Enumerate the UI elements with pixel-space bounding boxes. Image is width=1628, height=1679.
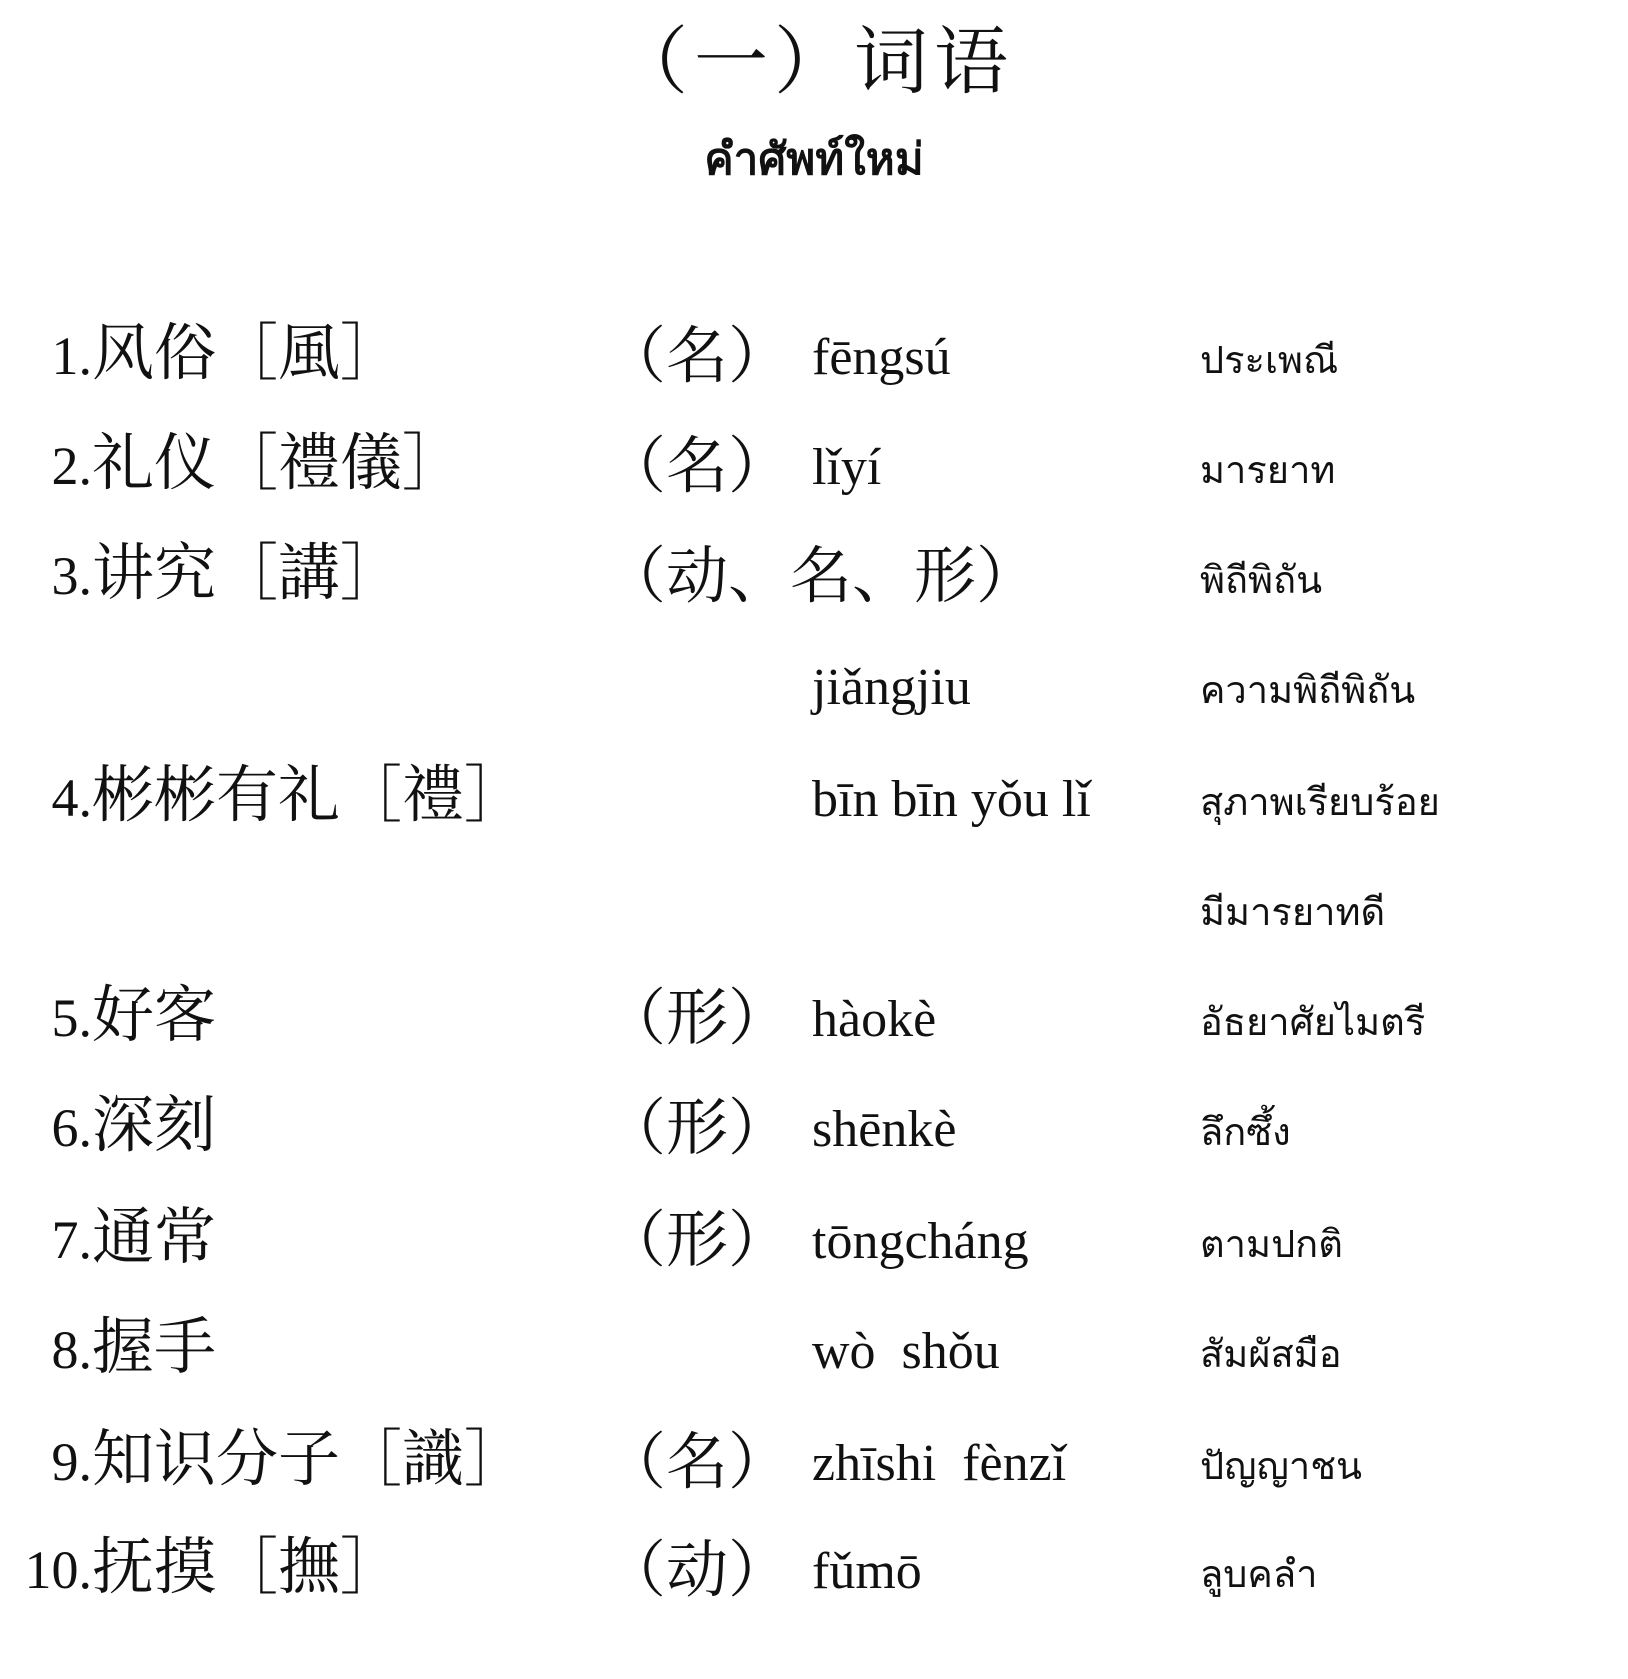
vocab-pinyin: tōngcháng (812, 1213, 1029, 1270)
vocab-row-2 (0, 410, 1628, 522)
vocab-row-9 (0, 1406, 1628, 1518)
vocab-thai-meaning: มีมารยาทดี (1200, 890, 1386, 934)
vocab-number: 8. (51, 1320, 92, 1380)
vocab-part-of-speech: （动） (604, 1533, 791, 1606)
vocab-row-7 (0, 1184, 1628, 1296)
vocab-pinyin: fǔmō (812, 1543, 922, 1600)
vocab-number: 6. (51, 1098, 92, 1158)
vocab-row-1 (0, 300, 1628, 412)
vocab-row-4-continued (0, 852, 1628, 964)
vocab-pinyin: shēnkè (812, 1101, 957, 1158)
vocab-pinyin: zhīshi fènzǐ (812, 1435, 1067, 1492)
vocab-part-of-speech: （名） (604, 1425, 791, 1498)
vocab-row-10 (0, 1514, 1628, 1626)
vocab-number: 9. (51, 1432, 92, 1492)
vocab-word (10, 425, 605, 504)
vocab-number: 7. (51, 1210, 92, 1270)
vocab-hanzi: 深刻 (92, 1088, 217, 1161)
vocab-number: 5. (51, 988, 92, 1048)
vocab-hanzi: 彬彬有礼［禮］ (92, 758, 527, 831)
vocab-hanzi: 抚摸［撫］ (92, 1530, 403, 1603)
vocab-thai-meaning: พิถีพิถัน (1200, 558, 1323, 602)
vocab-row-3 (0, 520, 1628, 632)
vocab-thai-meaning: ตามปกติ (1200, 1222, 1343, 1266)
vocab-word (10, 535, 605, 614)
vocab-hanzi: 讲究［講］ (92, 536, 403, 609)
vocab-pinyin: fēngsú (812, 329, 951, 386)
vocab-hanzi: 知识分子［識］ (92, 1422, 527, 1495)
vocab-word (10, 977, 605, 1056)
vocab-part-of-speech: （形） (604, 1203, 791, 1276)
vocab-pinyin: wò shǒu (812, 1323, 1000, 1380)
vocab-part-of-speech: （形） (604, 1091, 791, 1164)
vocab-row-8 (0, 1294, 1628, 1406)
vocab-thai-meaning: สัมผัสมือ (1200, 1332, 1342, 1376)
vocab-part-of-speech: （动、名、形） (604, 539, 1039, 612)
vocab-thai-meaning: มารยาท (1200, 448, 1336, 492)
vocab-part-of-speech: （名） (604, 429, 791, 502)
vocab-word (10, 1421, 605, 1500)
vocab-thai-meaning: ประเพณี (1200, 338, 1339, 382)
vocab-row-3-continued (0, 630, 1628, 742)
vocab-hanzi: 礼仪［禮儀］ (92, 426, 465, 499)
vocab-thai-meaning: ลึกซึ้ง (1200, 1110, 1291, 1154)
vocab-thai-meaning: สุภาพเรียบร้อย (1200, 780, 1440, 824)
vocab-word (10, 1309, 605, 1388)
vocab-hanzi: 好客 (92, 978, 217, 1051)
vocab-pinyin: jiǎngjiu (812, 659, 971, 716)
vocab-pinyin: lǐyí (812, 439, 882, 496)
vocab-number: 3. (51, 546, 92, 606)
vocab-row-6 (0, 1072, 1628, 1184)
vocab-row-5 (0, 962, 1628, 1074)
vocab-thai-meaning: อัธยาศัยไมตรี (1200, 1000, 1426, 1044)
vocab-number: 4. (51, 768, 92, 828)
vocab-word (10, 315, 605, 394)
vocab-word (10, 1529, 605, 1608)
vocab-number: 2. (51, 436, 92, 496)
vocab-part-of-speech: （形） (604, 981, 791, 1054)
vocab-thai-meaning: ปัญญาชน (1200, 1444, 1362, 1488)
vocab-pinyin: bīn bīn yǒu lǐ (812, 771, 1091, 828)
vocab-word (10, 1087, 605, 1166)
vocab-word (10, 1199, 605, 1278)
vocab-hanzi: 风俗［風］ (92, 316, 403, 389)
page-subtitle: คำศัพท์ใหม่ (704, 134, 924, 185)
vocab-number: 1. (51, 326, 92, 386)
vocab-word (10, 757, 605, 836)
vocab-part-of-speech: （名） (604, 319, 791, 392)
page-title: （一）词语 (614, 19, 1014, 105)
vocab-hanzi: 通常 (92, 1200, 217, 1273)
vocab-number: 10. (24, 1540, 92, 1600)
vocab-thai-meaning: ความพิถีพิถัน (1200, 668, 1416, 712)
vocab-thai-meaning: ลูบคลำ (1200, 1552, 1318, 1596)
vocab-hanzi: 握手 (92, 1310, 217, 1383)
vocab-row-4 (0, 742, 1628, 854)
vocab-pinyin: hàokè (812, 991, 937, 1048)
